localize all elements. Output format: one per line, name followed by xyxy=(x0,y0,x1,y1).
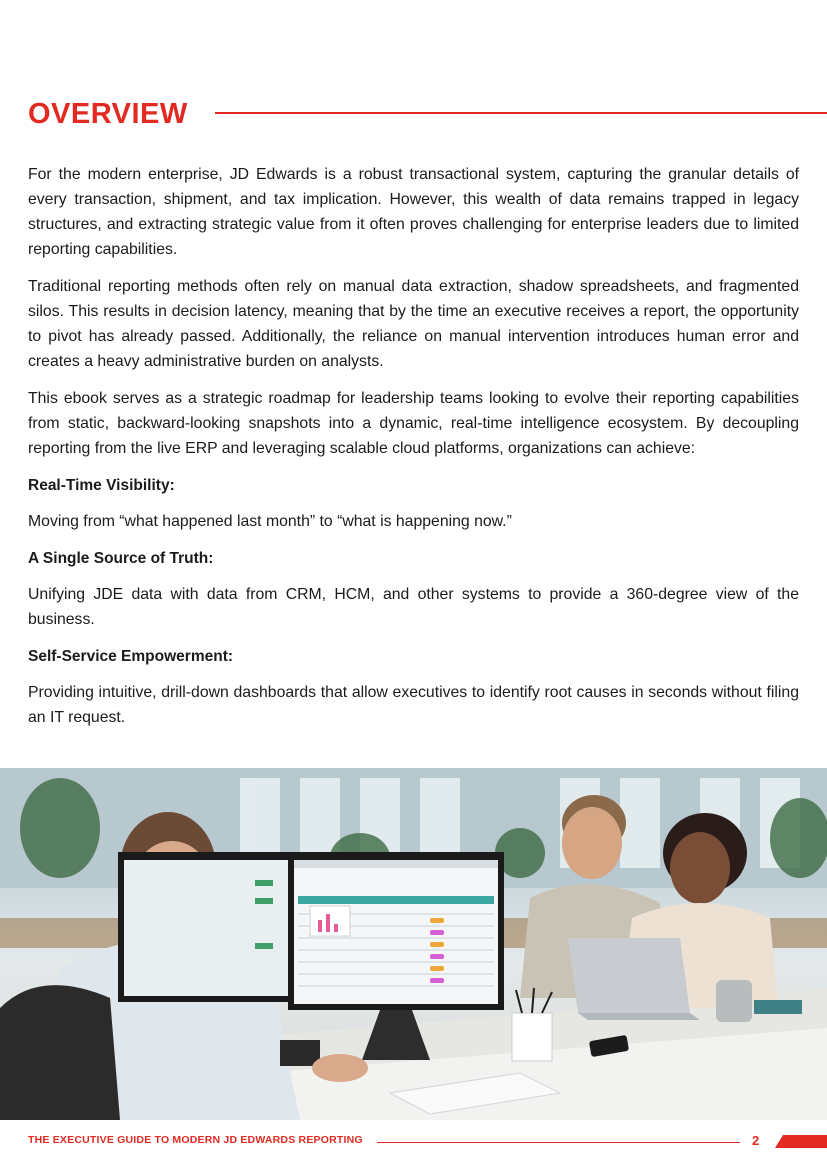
footer-title: THE EXECUTIVE GUIDE TO MODERN JD EDWARDS REPORTING xyxy=(28,1134,363,1146)
benefit-title-self-service: Self-Service Empowerment: xyxy=(28,648,234,665)
paragraph-traditional-reporting: Traditional reporting methods often rely on manual data extraction, shadow spreadsheets, and fragmented silos. This results in decision latency, meaning that by the time an executive receives a report, the opportunity to pivot has already passed. Additionally, the reliance on manual intervention introduces human error and creates a heavy administrative burden on analysts. xyxy=(28,278,799,370)
office-team-photo xyxy=(0,768,827,1120)
heading-divider xyxy=(215,112,827,114)
body-content xyxy=(28,162,799,742)
footer-accent-bar xyxy=(775,1135,827,1148)
footer-divider xyxy=(377,1142,740,1143)
page-number: 2 xyxy=(752,1133,760,1148)
paragraph-intro: For the modern enterprise, JD Edwards is a robust transactional system, capturing the granular details of every transaction, shipment, and tax implication. However, this wealth of data remains trapped in legacy structures, and extracting strategic value from it often proves challenging for enterprise leaders due to limited reporting capabilities. xyxy=(28,166,799,258)
office-scene-illustration xyxy=(0,768,827,1120)
paragraph-ebook-purpose: This ebook serves as a strategic roadmap for leadership teams looking to evolve their reporting capabilities from static, backward-looking snapshots into a dynamic, real-time intelligence ecosystem. By decoupling reporting from the live ERP and leveraging scalable cloud platforms, organizations can achieve: xyxy=(28,390,799,457)
benefit-desc-real-time: Moving from “what happened last month” to “what is happening now.” xyxy=(28,513,512,530)
benefit-title-single-source: A Single Source of Truth: xyxy=(28,550,214,567)
benefit-desc-single-source: Unifying JDE data with data from CRM, HCM, and other systems to provide a 360-degree view of the business. xyxy=(28,586,799,628)
page-footer xyxy=(0,1130,827,1154)
benefit-desc-self-service: Providing intuitive, drill-down dashboards that allow executives to identify root causes in seconds without filing an IT request. xyxy=(28,684,799,726)
section-header xyxy=(28,96,827,132)
benefit-title-real-time: Real-Time Visibility: xyxy=(28,477,175,494)
page-title: OVERVIEW xyxy=(28,98,188,130)
